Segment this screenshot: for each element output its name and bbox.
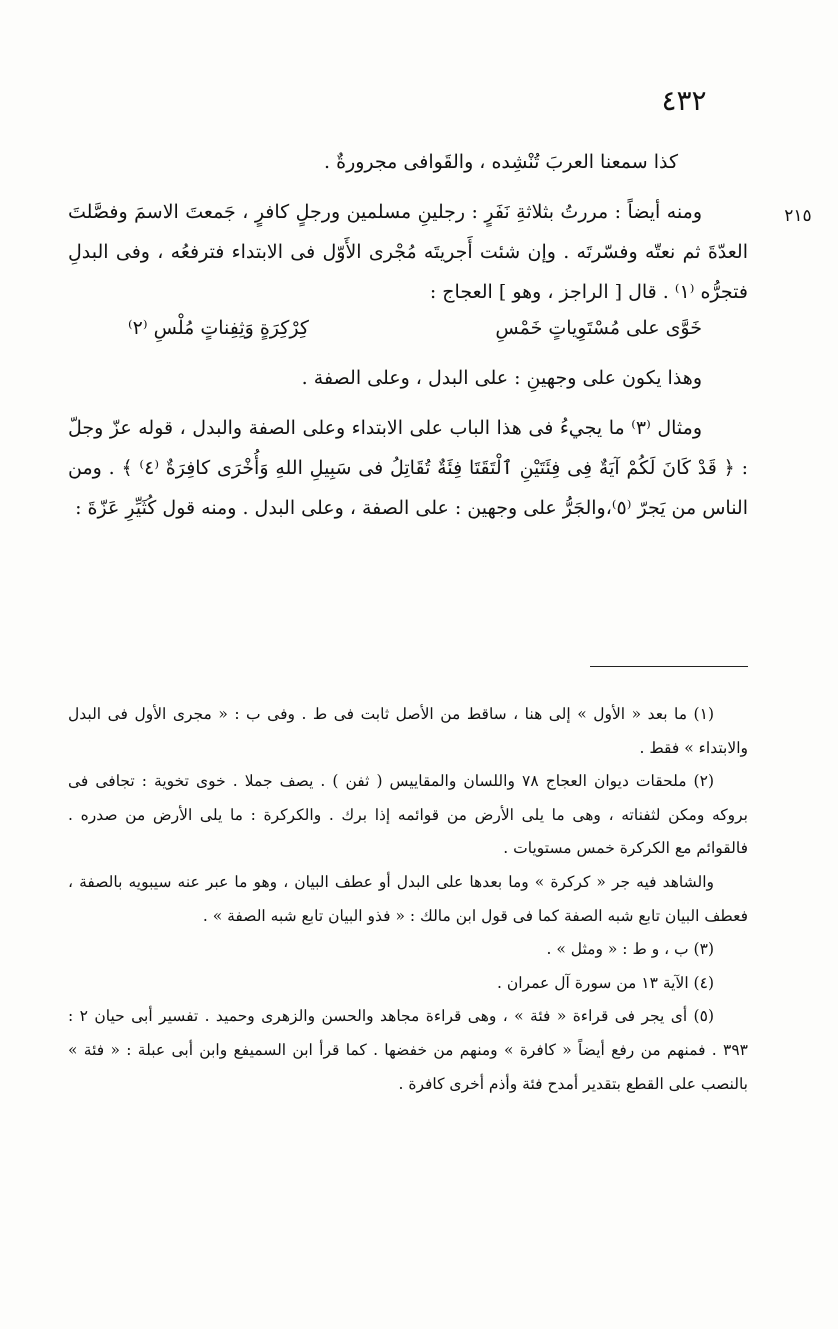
verse-second-hemistich: كِرْكِرَةٍ وَثِفِناتٍ مُلْسِ ⁽٢⁾ xyxy=(128,317,309,339)
page-number: ٤٣٢ xyxy=(661,84,707,117)
footnote-5: (٥) أى يجر فى قراءة « فئة » ، وهى قراءة مجاهد والحسن والزهرى وحميد . تفسير أبى حيان ٢ : ٣٩٣ . فمنهم من رفع أيضاً « كافرة » ومنهم من خفضها . كما قرأ ابن السميفع وابن أبى عبلة : « فئة » بالنصب على القطع بتقدير أمدح فئة وأذم أخرى كافرة . xyxy=(68,1007,748,1093)
paragraph-2: ومنه أيضاً : مررتُ بثلاثةِ نَفَرٍ : رجلينِ مسلمين ورجلٍ كافرٍ ، جَمعتَ الاسمَ وفصَّلتَ العدّةَ ثم نعتّه وفسّرتَه . وإن شئت أَجريتَه مُجْرى الأَوّل فى الابتداء فترفعُه ، وفى البدلِ فتجرُّه ⁽١⁾ . قال [ الراجز ، وهو ] العجاج : xyxy=(68,201,748,303)
footnote-2-continued: والشاهد فيه جر « كركرة » وما بعدها على البدل أو عطف البيان ، وهو ما عبر عنه سيبويه بالصفة ، فعطف البيان تابع شبه الصفة كما فى قول ابن مالك : « فذو البيان تابع شبه الصفة » . xyxy=(68,872,748,925)
footnote-2: (٢) ملحقات ديوان العجاج ٧٨ واللسان والمقاييس ( ثفن ) . يصف جملا . خوى تخوية : تجافى فى بروكه ومكن لثفناته ، وهى ما يلى الأرض من قوائمه إذا برك . والكركرة : ما يلى الأرض من صدره . فالقوائم مع الكركرة خمس مستويات . xyxy=(68,772,748,858)
footnote-divider xyxy=(590,666,748,667)
footnote-4: (٤) الآية ١٣ من سورة آل عمران . xyxy=(496,973,714,992)
margin-reference-number: ٢١٥ xyxy=(784,206,812,226)
footnote-3: (٣) ب ، و ط : « ومثل » . xyxy=(546,940,714,959)
verse-line xyxy=(68,308,748,348)
footnotes xyxy=(68,698,748,1101)
footnote-1: (١) ما بعد « الأول » إلى هنا ، ساقط من الأصل ثابت فى ط . وفى ب : « مجرى الأول فى البدل والابتداء » فقط . xyxy=(68,705,748,757)
main-text xyxy=(68,142,748,528)
paragraph-3: وهذا يكون على وجهينِ : على البدل ، وعلى الصفة . xyxy=(301,367,702,389)
paragraph-1: كذا سمعنا العربَ تُنْشِده ، والقَوافى مجرورةٌ . xyxy=(324,151,678,173)
verse-first-hemistich: خَوَّى على مُسْتَوِياتٍ خَمْسِ xyxy=(495,317,702,339)
paragraph-4: ومثال ⁽٣⁾ ما يجيءُ فى هذا الباب على الابتداء وعلى الصفة والبدل ، قوله عزّ وجلّ : ﴿ قَدْ كَانَ لَكُمْ آيَةٌ فِى فِئَتَيْنِ ٱلْتَقَتَا فِئَةٌ تُقَاتِلُ فى سَبِيلِ اللهِ وَأُخْرَى كافِرَةٌ ⁽٤⁾ ﴾ . ومن الناس من يَجرّ ⁽٥⁾،والجَرُّ على وجهين : على الصفة ، وعلى البدل . ومنه قول كُثَيِّرِ عَزّةَ : xyxy=(68,417,748,519)
